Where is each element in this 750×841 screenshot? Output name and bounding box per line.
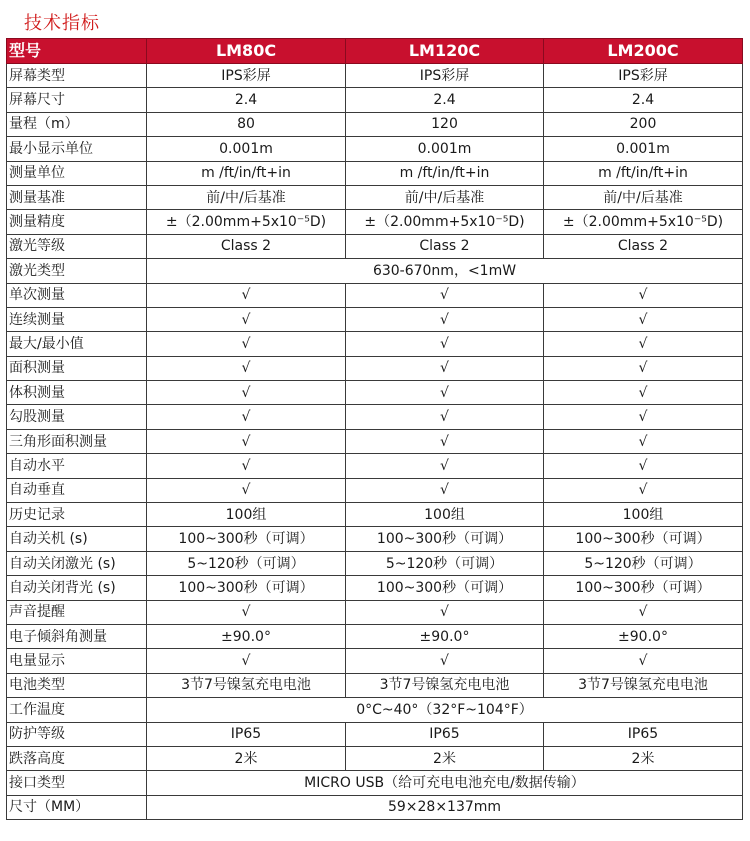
spec-value: 2.4 (346, 88, 544, 112)
spec-value: 0.001m (544, 137, 743, 161)
spec-row (7, 332, 743, 356)
spec-label: 三角形面积测量 (7, 429, 147, 453)
spec-value: √ (147, 307, 346, 331)
spec-value: 100~300秒（可调） (147, 576, 346, 600)
spec-label: 尺寸（MM） (7, 795, 147, 819)
spec-row (7, 137, 743, 161)
spec-row (7, 64, 743, 88)
header-label: 型号 (7, 39, 147, 64)
header-row (7, 39, 743, 64)
spec-value: √ (147, 454, 346, 478)
spec-label: 跌落高度 (7, 746, 147, 770)
spec-row (7, 161, 743, 185)
spec-row (7, 527, 743, 551)
spec-value: √ (147, 600, 346, 624)
spec-label: 防护等级 (7, 722, 147, 746)
spec-value: 5~120秒（可调） (147, 551, 346, 575)
spec-value: ±90.0° (544, 624, 743, 648)
spec-row (7, 210, 743, 234)
spec-label: 测量基准 (7, 185, 147, 209)
spec-label: 工作温度 (7, 698, 147, 722)
spec-value: √ (544, 429, 743, 453)
spec-value: m /ft/in/ft+in (147, 161, 346, 185)
spec-value: 3节7号镍氢充电电池 (544, 673, 743, 697)
spec-value: √ (147, 429, 346, 453)
spec-row (7, 454, 743, 478)
spec-value: √ (147, 649, 346, 673)
spec-value: m /ft/in/ft+in (346, 161, 544, 185)
spec-value: √ (346, 332, 544, 356)
spec-label: 连续测量 (7, 307, 147, 331)
spec-value: 100组 (544, 503, 743, 527)
model-lm120c: LM120C (346, 39, 544, 64)
spec-label: 自动水平 (7, 454, 147, 478)
spec-value: IPS彩屏 (346, 64, 544, 88)
spec-row (7, 746, 743, 770)
spec-value: IPS彩屏 (544, 64, 743, 88)
spec-row (7, 478, 743, 502)
spec-value: 100组 (346, 503, 544, 527)
spec-value: √ (544, 600, 743, 624)
spec-value: IP65 (544, 722, 743, 746)
spec-value: IPS彩屏 (147, 64, 346, 88)
spec-label: 自动关闭背光 (s) (7, 576, 147, 600)
spec-value: IP65 (346, 722, 544, 746)
spec-row (7, 649, 743, 673)
spec-row (7, 405, 743, 429)
spec-label: 量程（m） (7, 112, 147, 136)
spec-label: 屏幕类型 (7, 64, 147, 88)
spec-value: 5~120秒（可调） (346, 551, 544, 575)
spec-value: √ (346, 600, 544, 624)
page-title: 技术指标 (24, 13, 100, 34)
spec-value-merged: 630-670nm，<1mW (147, 259, 743, 283)
spec-row (7, 600, 743, 624)
spec-value: 100~300秒（可调） (147, 527, 346, 551)
spec-value: ±（2.00mm+5x10⁻⁵D) (346, 210, 544, 234)
spec-row (7, 673, 743, 697)
spec-label: 电池类型 (7, 673, 147, 697)
spec-value: √ (544, 649, 743, 673)
spec-label: 自动关机 (s) (7, 527, 147, 551)
spec-value: Class 2 (544, 234, 743, 258)
spec-row (7, 722, 743, 746)
spec-row (7, 503, 743, 527)
spec-value: √ (346, 429, 544, 453)
spec-value: 2米 (346, 746, 544, 770)
spec-row (7, 381, 743, 405)
spec-value: √ (346, 381, 544, 405)
spec-value: 0.001m (147, 137, 346, 161)
spec-value: 200 (544, 112, 743, 136)
spec-value: √ (346, 454, 544, 478)
spec-value-merged: MICRO USB（给可充电电池充电/数据传输） (147, 771, 743, 795)
spec-value: 100~300秒（可调） (544, 576, 743, 600)
spec-label: 电量显示 (7, 649, 147, 673)
spec-row (7, 88, 743, 112)
spec-label: 接口类型 (7, 771, 147, 795)
spec-value: 3节7号镍氢充电电池 (346, 673, 544, 697)
spec-table-body (7, 39, 743, 820)
spec-value: √ (346, 478, 544, 502)
spec-row (7, 551, 743, 575)
spec-value: √ (544, 454, 743, 478)
spec-value: √ (147, 332, 346, 356)
spec-value: ±90.0° (147, 624, 346, 648)
spec-value: √ (544, 356, 743, 380)
spec-value: √ (346, 356, 544, 380)
spec-value: √ (346, 649, 544, 673)
spec-value: 100组 (147, 503, 346, 527)
spec-row (7, 259, 743, 283)
spec-value: 100~300秒（可调） (544, 527, 743, 551)
spec-label: 面积测量 (7, 356, 147, 380)
spec-label: 体积测量 (7, 381, 147, 405)
spec-label: 电子倾斜角测量 (7, 624, 147, 648)
model-lm80c: LM80C (147, 39, 346, 64)
spec-value: 前/中/后基准 (346, 185, 544, 209)
spec-label: 自动垂直 (7, 478, 147, 502)
spec-value: ±（2.00mm+5x10⁻⁵D) (544, 210, 743, 234)
spec-value: 3节7号镍氢充电电池 (147, 673, 346, 697)
spec-value: √ (544, 381, 743, 405)
spec-value: √ (544, 478, 743, 502)
spec-value: √ (346, 283, 544, 307)
spec-value: √ (147, 405, 346, 429)
model-lm200c: LM200C (544, 39, 743, 64)
spec-row (7, 307, 743, 331)
spec-value: 5~120秒（可调） (544, 551, 743, 575)
spec-label: 最大/最小值 (7, 332, 147, 356)
spec-label: 测量精度 (7, 210, 147, 234)
spec-value-merged: 59×28×137mm (147, 795, 743, 819)
spec-label: 自动关闭激光 (s) (7, 551, 147, 575)
spec-value: √ (147, 381, 346, 405)
spec-row (7, 795, 743, 819)
spec-value: 2.4 (544, 88, 743, 112)
spec-label: 声音提醒 (7, 600, 147, 624)
spec-row (7, 771, 743, 795)
spec-value: 前/中/后基准 (147, 185, 346, 209)
spec-label: 单次测量 (7, 283, 147, 307)
spec-value: √ (544, 283, 743, 307)
spec-value: ±（2.00mm+5x10⁻⁵D) (147, 210, 346, 234)
spec-value: 100~300秒（可调） (346, 576, 544, 600)
spec-value: √ (544, 405, 743, 429)
spec-value: √ (544, 332, 743, 356)
spec-value: 2.4 (147, 88, 346, 112)
spec-row (7, 429, 743, 453)
spec-label: 激光类型 (7, 259, 147, 283)
spec-table (6, 38, 743, 820)
spec-label: 勾股测量 (7, 405, 147, 429)
spec-value: 120 (346, 112, 544, 136)
spec-value: 2米 (544, 746, 743, 770)
spec-label: 最小显示单位 (7, 137, 147, 161)
spec-value: m /ft/in/ft+in (544, 161, 743, 185)
spec-value: 2米 (147, 746, 346, 770)
spec-row (7, 234, 743, 258)
spec-value: 80 (147, 112, 346, 136)
spec-value: ±90.0° (346, 624, 544, 648)
spec-value: √ (147, 283, 346, 307)
spec-row (7, 576, 743, 600)
spec-value: 前/中/后基准 (544, 185, 743, 209)
spec-value: IP65 (147, 722, 346, 746)
spec-value: √ (346, 307, 544, 331)
spec-label: 历史记录 (7, 503, 147, 527)
spec-row (7, 624, 743, 648)
spec-value: 100~300秒（可调） (346, 527, 544, 551)
spec-value: √ (544, 307, 743, 331)
spec-value: Class 2 (147, 234, 346, 258)
spec-row (7, 698, 743, 722)
spec-label: 屏幕尺寸 (7, 88, 147, 112)
spec-row (7, 112, 743, 136)
spec-value: 0.001m (346, 137, 544, 161)
spec-row (7, 185, 743, 209)
spec-value: √ (147, 478, 346, 502)
spec-value: Class 2 (346, 234, 544, 258)
spec-value: √ (346, 405, 544, 429)
spec-row (7, 356, 743, 380)
spec-label: 测量单位 (7, 161, 147, 185)
spec-value-merged: 0°C~40°（32°F~104°F） (147, 698, 743, 722)
spec-value: √ (147, 356, 346, 380)
spec-label: 激光等级 (7, 234, 147, 258)
spec-row (7, 283, 743, 307)
